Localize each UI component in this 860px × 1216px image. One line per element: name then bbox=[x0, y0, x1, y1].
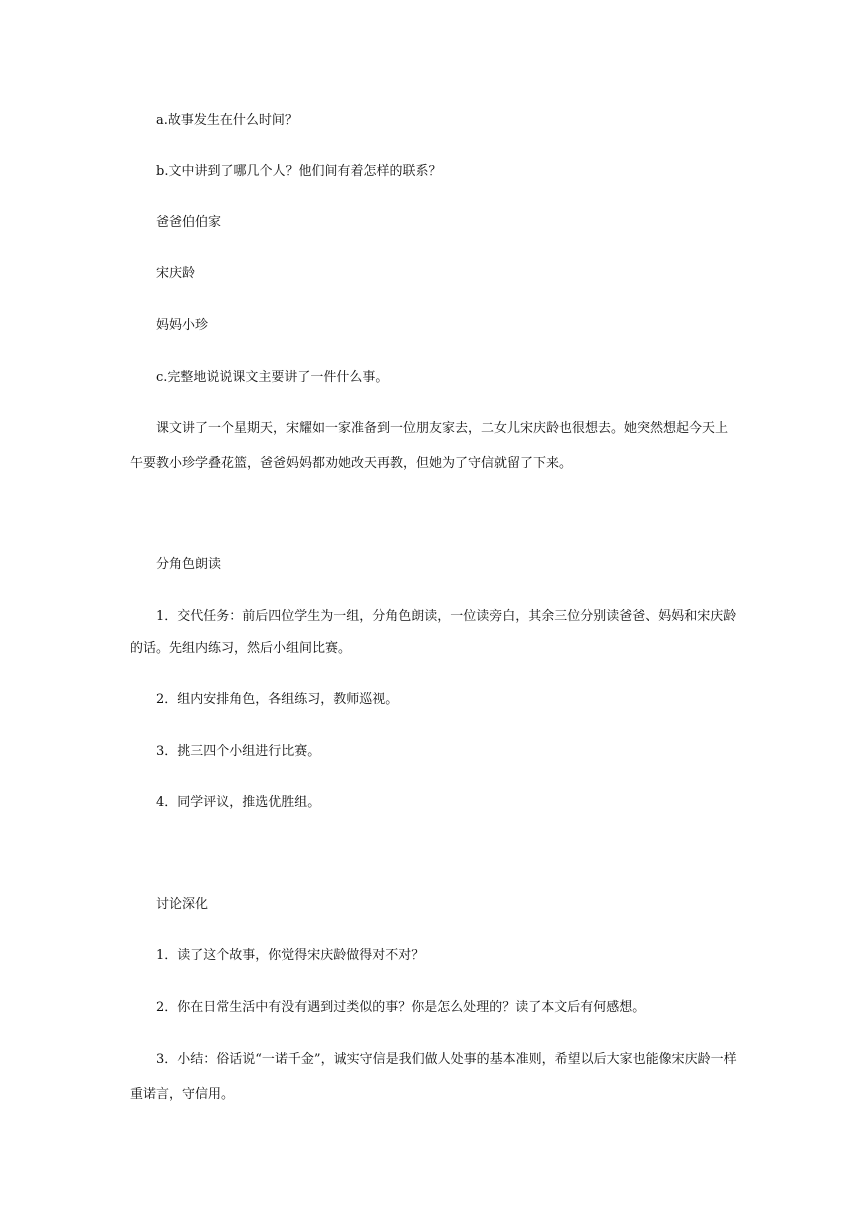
role-reading-item-4: 4．同学评议，推选优胜组。 bbox=[156, 795, 321, 810]
discussion-item-2: 2．你在日常生活中有没有遇到过类似的事？你是怎么处理的？读了本文后有何感想。 bbox=[156, 1000, 646, 1015]
discussion-item-3-cont: 重诺言，守信用。 bbox=[130, 1087, 235, 1102]
discussion-item-1: 1．读了这个故事，你觉得宋庆龄做得对不对？ bbox=[156, 948, 425, 963]
section-heading-role-reading: 分角色朗读 bbox=[156, 557, 222, 572]
role-reading-item-3: 3．挑三四个小组进行比赛。 bbox=[156, 744, 321, 759]
summary-line-1: 课文讲了一个星期天，宋耀如一家准备到一位朋友家去，二女儿宋庆龄也很想去。她突然想起今天上 bbox=[156, 421, 729, 436]
role-reading-item-1-cont: 的话。先组内练习，然后小组间比赛。 bbox=[130, 641, 352, 656]
summary-line-2: 午要教小珍学叠花篮，爸爸妈妈都劝她改天再教，但她为了守信就留了下来。 bbox=[130, 456, 573, 471]
question-b: b.文中讲到了哪几个人？他们间有着怎样的联系？ bbox=[156, 164, 442, 179]
person-item: 宋庆龄 bbox=[156, 266, 196, 281]
question-c: c.完整地说说课文主要讲了一件什么事。 bbox=[156, 370, 389, 385]
question-a: a.故事发生在什么时间？ bbox=[156, 113, 298, 128]
section-heading-discussion: 讨论深化 bbox=[156, 897, 209, 912]
discussion-item-3: 3．小结：俗话说“一诺千金”，诚实守信是我们做人处事的基本准则，希望以后大家也能像宋庆龄一样 bbox=[156, 1052, 737, 1067]
person-item: 妈妈小珍 bbox=[156, 318, 209, 333]
person-item: 爸爸伯伯家 bbox=[156, 215, 222, 230]
role-reading-item-1: 1．交代任务：前后四位学生为一组，分角色朗读，一位读旁白，其余三位分别读爸爸、妈妈和宋庆龄 bbox=[156, 609, 737, 624]
role-reading-item-2: 2．组内安排角色，各组练习，教师巡视。 bbox=[156, 692, 399, 707]
